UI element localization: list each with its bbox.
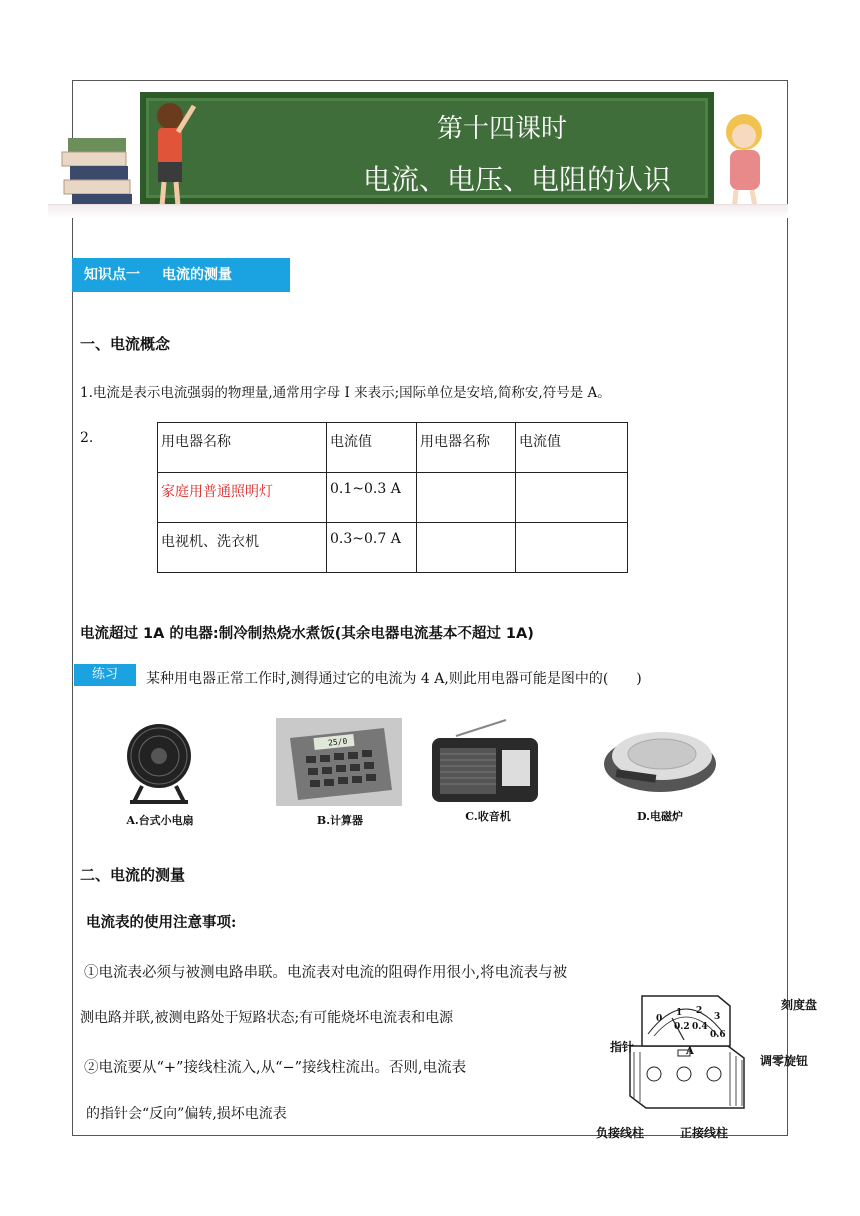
boy-writing-icon [140, 98, 200, 218]
negative-terminal-label: 负接线柱 [596, 1126, 645, 1140]
table-row [158, 473, 628, 523]
table-cell [516, 473, 628, 523]
table-header-cell: 用电器名称 [158, 423, 327, 473]
calculator-icon [276, 718, 402, 806]
part2-point1a: ①电流表必须与被测电路串联。电流表对电流的阻碍作用很小,将电流表与被 [84, 965, 568, 981]
exercise-tag: 练习 [74, 664, 136, 686]
desk-fan-icon [114, 716, 204, 806]
part2-heading: 二、电流的测量 [80, 866, 186, 884]
part1-item2-num: 2. [80, 430, 94, 446]
dial-label: 刻度盘 [781, 998, 818, 1012]
table-cell: 电视机、洗衣机 [158, 523, 327, 573]
scale-tick: 0.4 [692, 1022, 708, 1032]
option-a-caption: A.台式小电扇 [126, 814, 194, 827]
exercise-question: 某种用电器正常工作时,测得通过它的电流为 4 A,则此用电器可能是图中的( ) [146, 671, 642, 687]
section-topic: 电流的测量 [162, 267, 232, 283]
lesson-title: 第十四课时 [436, 114, 567, 144]
scale-tick: 1 [676, 1008, 683, 1018]
option-b-caption: B.计算器 [316, 814, 364, 827]
lesson-subtitle: 电流、电压、电阻的认识 [362, 163, 671, 196]
part1-item1: 1.电流是表示电流强弱的物理量,通常用字母 I 来表示;国际单位是安培,简称安,符号是 A。 [80, 385, 611, 401]
girl-icon [708, 108, 778, 218]
option-c-caption: C.收音机 [465, 810, 511, 823]
scale-tick: 0.6 [710, 1030, 726, 1040]
option-d-caption: D.电磁炉 [637, 810, 683, 823]
table-cell [516, 523, 628, 573]
part1-note: 电流超过 1A 的电器:制冷制热烧水煮饭(其余电器电流基本不超过 1A) [80, 626, 534, 642]
table-cell [417, 523, 516, 573]
ammeter-unit: A [686, 1046, 694, 1057]
table-cell [417, 473, 516, 523]
section-header [72, 258, 290, 292]
part2-point2b: 的指针会“反向”偏转,损坏电流表 [86, 1106, 287, 1122]
table-header-cell: 用电器名称 [417, 423, 516, 473]
calculator-display: 25/0 [327, 736, 348, 748]
scale-tick: 2 [696, 1006, 703, 1016]
table-header-row [158, 423, 628, 473]
table-cell: 0.1~0.3 A [327, 473, 417, 523]
table-row [158, 523, 628, 573]
scale-tick: 0 [656, 1014, 663, 1024]
part2-point1b: 测电路并联,被测电路处于短路状态;有可能烧坏电流表和电源 [80, 1010, 454, 1026]
ammeter-diagram [618, 988, 758, 1128]
scale-tick: 0.2 [674, 1022, 690, 1032]
chalkboard [140, 92, 714, 204]
zero-knob-label: 调零旋钮 [760, 1054, 809, 1068]
current-table [157, 422, 628, 573]
table-header-cell: 电流值 [516, 423, 628, 473]
table-cell: 家庭用普通照明灯 [158, 473, 327, 523]
scale-tick: 3 [714, 1012, 721, 1022]
part2-point2a: ②电流要从“+”接线柱流入,从“−”接线柱流出。否则,电流表 [84, 1060, 467, 1076]
part1-heading: 一、电流概念 [80, 335, 171, 353]
needle-label: 指针 [610, 1040, 635, 1054]
table-header-cell: 电流值 [327, 423, 417, 473]
radio-icon [426, 716, 546, 806]
floor-strip [48, 204, 788, 218]
induction-cooker-icon [600, 720, 720, 800]
section-label: 知识点一 [84, 267, 140, 283]
table-cell: 0.3~0.7 A [327, 523, 417, 573]
part2-subheading: 电流表的使用注意事项: [86, 914, 237, 931]
positive-terminal-label: 正接线柱 [680, 1126, 729, 1140]
